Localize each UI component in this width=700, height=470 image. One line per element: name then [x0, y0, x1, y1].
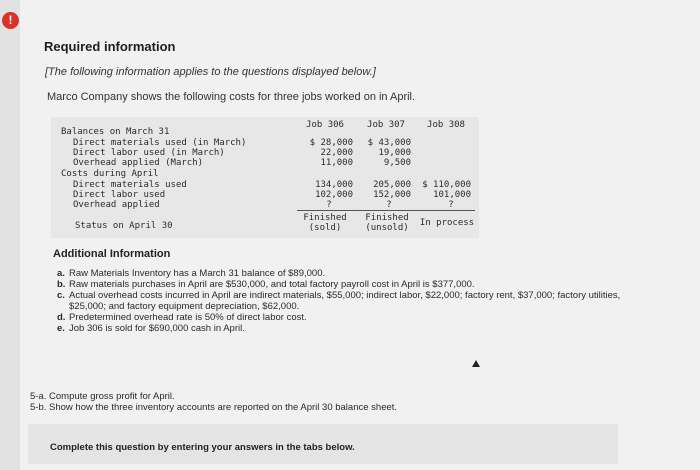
cell-value: ?: [386, 200, 392, 210]
item-marker: e.: [57, 323, 65, 334]
job-cost-table: [51, 117, 479, 238]
item-marker: c.: [57, 290, 65, 301]
alert-icon[interactable]: !: [2, 12, 19, 29]
list-item: [57, 312, 657, 323]
list-item: [57, 279, 657, 290]
list-item: [57, 290, 657, 312]
item-marker: b.: [57, 279, 66, 290]
cell-value: 19,000: [378, 148, 411, 158]
balances-label: Balances on March 31: [61, 127, 170, 137]
required-info-heading: Required information: [44, 39, 176, 54]
item-text: Predetermined overhead rate is 50% of direct labor cost.: [69, 312, 307, 323]
answer-prompt: Complete this question by entering your answers in the tabs below.: [50, 442, 355, 453]
header-job-306: Job 306: [306, 120, 344, 130]
question-5b: 5-b. Show how the three inventory accounts are reported on the April 30 balance sheet.: [30, 402, 398, 413]
cell-value: ?: [448, 200, 454, 210]
list-item: [57, 323, 657, 334]
mouse-cursor-icon: [472, 360, 480, 367]
cell-value: 22,000: [320, 148, 353, 158]
costs-label: Costs during April: [61, 169, 159, 179]
cell-value: ?: [326, 200, 332, 210]
cell-value: $ 43,000: [367, 138, 411, 148]
questions-block: [30, 391, 397, 413]
row-label: Direct labor used: [73, 190, 166, 200]
total-divider: [297, 210, 475, 211]
costs-row: [51, 169, 479, 180]
cell-value: 152,000: [373, 190, 411, 200]
header-job-308: Job 308: [427, 120, 465, 130]
item-text: Raw materials purchases in April are $530,000, and total factory payroll cost in April is $377,000.: [69, 279, 475, 290]
header-job-307: Job 307: [367, 120, 405, 130]
applies-note: [The following information applies to the questions displayed below.]: [45, 66, 376, 78]
status-line: Finished: [365, 213, 409, 223]
cell-value: 134,000: [315, 180, 353, 190]
row-label: Overhead applied: [73, 200, 160, 210]
cell-value: 101,000: [433, 190, 471, 200]
cell-value: $ 110,000: [422, 180, 471, 190]
item-marker: a.: [57, 268, 65, 279]
intro-text: Marco Company shows the following costs for three jobs worked on in April.: [47, 91, 416, 103]
cell-value: 102,000: [315, 190, 353, 200]
status-job-308: [417, 218, 477, 228]
row-label: Overhead applied (March): [73, 158, 204, 168]
status-line: In process: [419, 218, 475, 228]
status-job-307: [359, 213, 415, 233]
list-item: [57, 268, 657, 279]
row-label: Direct materials used: [73, 180, 187, 190]
item-text: Actual overhead costs incurred in April are indirect materials, $55,000; indirect labor, $22,000; factory rent, $37,000; factory utilities, $25,000; and factory equipment depreciation, $62,000.: [69, 290, 621, 312]
status-line: (unsold): [365, 223, 409, 233]
cell-value: 9,500: [383, 158, 411, 168]
left-gutter: [0, 0, 20, 470]
balances-row: [51, 127, 479, 138]
additional-info-heading: Additional Information: [53, 248, 171, 260]
item-text: Job 306 is sold for $690,000 cash in April.: [69, 323, 245, 334]
item-text: Raw Materials Inventory has a March 31 balance of $89,000.: [69, 268, 326, 279]
table-row: [51, 158, 479, 169]
cell-value: 11,000: [320, 158, 353, 168]
answer-tabs-bar[interactable]: [28, 424, 618, 464]
row-label: Direct labor used (in March): [73, 148, 225, 158]
cell-value: $ 28,000: [309, 138, 353, 148]
cell-value: 205,000: [373, 180, 411, 190]
status-label: Status on April 30: [75, 221, 173, 231]
status-job-306: [297, 213, 353, 233]
question-5a: 5-a. Compute gross profit for April.: [30, 391, 175, 402]
status-line: (sold): [308, 223, 342, 233]
status-line: Finished: [303, 213, 347, 223]
row-label: Direct materials used (in March): [73, 138, 247, 148]
additional-info-list: [57, 268, 657, 334]
item-marker: d.: [57, 312, 66, 323]
